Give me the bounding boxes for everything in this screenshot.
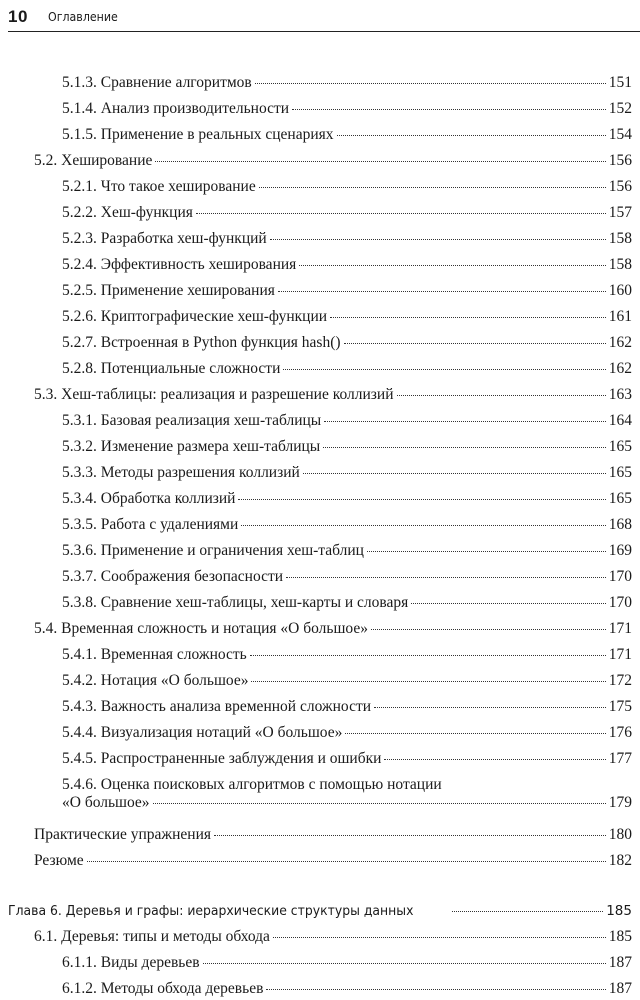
toc-entry-page: 165 [608, 464, 632, 481]
toc-entry-page: 171 [608, 620, 632, 637]
leader-dots [367, 551, 606, 552]
toc-entry[interactable] [62, 750, 632, 768]
leader-dots [411, 603, 605, 604]
toc-entry-title: 5.1.4. Анализ производительности [62, 100, 290, 117]
leader-dots [278, 291, 606, 292]
toc-entry[interactable] [62, 542, 632, 560]
toc-entry-page: 170 [608, 568, 632, 585]
toc-entry[interactable] [34, 928, 632, 946]
toc-entry-title: 5.2.7. Встроенная в Python функция hash() [62, 334, 341, 351]
toc-entry[interactable] [62, 516, 632, 534]
toc-entry[interactable] [62, 178, 632, 196]
leader-dots [273, 937, 606, 938]
toc-entry-page: 164 [608, 412, 632, 429]
toc-entry-page: 157 [608, 204, 632, 221]
toc-entry-title-line2: «О большое» [62, 794, 150, 811]
leader-dots [153, 803, 606, 804]
toc-entry[interactable] [62, 360, 632, 378]
toc-entry[interactable] [34, 826, 632, 844]
leader-dots [330, 317, 606, 318]
toc-entry[interactable] [62, 568, 632, 586]
toc-entry-title: 5.4.3. Важность анализа временной сложности [62, 698, 372, 715]
toc-entry-title: 5.2.6. Криптографические хеш-функции [62, 308, 328, 325]
toc-entry-page: 165 [608, 490, 632, 507]
toc-entry-page: 163 [608, 386, 632, 403]
toc-entry-page: 169 [608, 542, 632, 559]
leader-dots [155, 161, 605, 162]
running-head: Оглавление [47, 10, 118, 24]
toc-entry-page: 175 [608, 698, 632, 715]
leader-dots [323, 447, 606, 448]
toc-entry[interactable] [62, 308, 632, 326]
toc-entry[interactable] [34, 152, 632, 170]
toc-chapter-entry[interactable] [8, 902, 632, 920]
toc-entry-title: 5.3. Хеш-таблицы: реализация и разрешение коллизий [34, 386, 394, 403]
leader-dots [344, 343, 606, 344]
page-header [8, 6, 640, 28]
toc-entry-title: 5.2.5. Применение хеширования [62, 282, 275, 299]
leader-dots [397, 395, 606, 396]
toc-entry-page: 180 [608, 826, 632, 843]
toc-entry-page: 161 [608, 308, 632, 325]
toc-entry[interactable] [62, 464, 632, 482]
toc-entry-title: Практические упражнения [34, 826, 212, 843]
leader-dots [214, 835, 606, 836]
leader-dots [345, 733, 605, 734]
toc-entry-title: 6.1.2. Методы обхода деревьев [62, 980, 264, 997]
leader-dots [299, 265, 605, 266]
toc-entry-page: 170 [608, 594, 632, 611]
toc-entry-title: 5.2.2. Хеш-функция [62, 204, 193, 221]
toc-entry[interactable] [62, 256, 632, 274]
toc-entry[interactable] [62, 282, 632, 300]
leader-dots [324, 421, 606, 422]
toc-entry-title: 5.1.5. Применение в реальных сценариях [62, 126, 334, 143]
toc-entry[interactable] [62, 74, 632, 92]
toc-entry-page: 162 [608, 334, 632, 351]
leader-dots [250, 655, 606, 656]
toc-entry-title: 5.3.6. Применение и ограничения хеш-таблиц [62, 542, 364, 559]
toc-entry[interactable] [62, 100, 632, 118]
toc-entry-page: 152 [608, 100, 632, 117]
toc-entry-title: 5.3.2. Изменение размера хеш-таблицы [62, 438, 321, 455]
toc-entry-title: 5.3.7. Соображения безопасности [62, 568, 284, 585]
toc-entry[interactable] [34, 620, 632, 638]
toc-entry[interactable] [62, 980, 632, 998]
toc-chapter-title: Глава 6. Деревья и графы: иерархические структуры данных [8, 903, 414, 919]
toc-entry-title: 5.3.4. Обработка коллизий [62, 490, 236, 507]
leader-dots [241, 525, 605, 526]
leader-dots [292, 109, 606, 110]
toc-entry-title: 5.2.4. Эффективность хеширования [62, 256, 297, 273]
toc-entry-page: 182 [608, 852, 632, 869]
leader-dots [283, 369, 605, 370]
toc-entry-page: 177 [608, 750, 632, 767]
toc-entry[interactable] [62, 646, 632, 664]
toc-entry-title: 5.4.2. Нотация «О большое» [62, 672, 249, 689]
toc-entry-page: 187 [608, 954, 632, 971]
toc-entry-page: 156 [608, 178, 632, 195]
toc-entry-page: 176 [608, 724, 632, 741]
leader-dots [452, 911, 604, 912]
toc-entry-title: 6.1. Деревья: типы и методы обхода [34, 928, 270, 945]
leader-dots [238, 499, 605, 500]
leader-dots [203, 963, 606, 964]
toc-entry-page: 179 [608, 794, 632, 811]
toc-entry[interactable] [62, 204, 632, 222]
toc-entry-page: 171 [608, 646, 632, 663]
leader-dots [384, 759, 605, 760]
toc-entry[interactable] [62, 672, 632, 690]
toc-entry-title: 5.3.1. Базовая реализация хеш-таблицы [62, 412, 322, 429]
toc-entry[interactable] [62, 724, 632, 742]
toc-entry-page: 158 [608, 256, 632, 273]
leader-dots [374, 707, 606, 708]
toc-entry-page: 162 [608, 360, 632, 377]
leader-dots [286, 577, 606, 578]
toc-entry-page: 187 [608, 980, 632, 997]
toc-entry-page: 165 [608, 438, 632, 455]
toc-entry-title: 5.4.4. Визуализация нотаций «О большое» [62, 724, 343, 741]
toc-entry-title: Резюме [34, 852, 84, 869]
leader-dots [371, 629, 606, 630]
toc-entry-page: 168 [608, 516, 632, 533]
leader-dots [303, 473, 606, 474]
toc-entry-page: 172 [608, 672, 632, 689]
toc-entry[interactable] [62, 954, 632, 972]
toc-entry[interactable] [62, 230, 632, 248]
leader-dots [255, 83, 606, 84]
toc-entry[interactable] [62, 698, 632, 716]
toc-entry[interactable] [62, 776, 632, 812]
toc-entry[interactable] [34, 852, 632, 870]
page-number: 10 [8, 7, 28, 26]
toc-entry-title: 5.3.3. Методы разрешения коллизий [62, 464, 300, 481]
header-rule [8, 31, 640, 32]
toc-entry-title: 5.4. Временная сложность и нотация «О большое» [34, 620, 368, 637]
toc-entry[interactable] [62, 126, 632, 144]
toc-entry-title: 5.2.3. Разработка хеш-функций [62, 230, 267, 247]
toc-entry-title: 5.4.1. Временная сложность [62, 646, 247, 663]
toc-entry-title: 5.2.8. Потенциальные сложности [62, 360, 281, 377]
leader-dots [337, 135, 606, 136]
toc-entry-title: 5.1.3. Сравнение алгоритмов [62, 74, 252, 91]
toc-entry-page: 185 [608, 928, 632, 945]
toc-entry-title-line1: 5.4.6. Оценка поисковых алгоритмов с помощью нотации [62, 776, 442, 793]
toc-entry[interactable] [62, 490, 632, 508]
leader-dots [251, 681, 605, 682]
toc-entry-title: 5.2.1. Что такое хеширование [62, 178, 256, 195]
toc-entry-page: 151 [608, 74, 632, 91]
leader-dots [270, 239, 606, 240]
leader-dots [87, 861, 606, 862]
toc-entry-page: 158 [608, 230, 632, 247]
toc-entry-title: 5.2. Хеширование [34, 152, 153, 169]
toc-entry[interactable] [62, 438, 632, 456]
leader-dots [259, 187, 606, 188]
leader-dots [266, 989, 605, 990]
leader-dots [196, 213, 606, 214]
toc-entry[interactable] [34, 386, 632, 404]
toc-entry[interactable] [62, 334, 632, 352]
toc-entry-title: 6.1.1. Виды деревьев [62, 954, 200, 971]
toc-entry-page: 154 [608, 126, 632, 143]
toc-entry-page: 160 [608, 282, 632, 299]
toc-entry-title: 5.4.5. Распространенные заблуждения и ошибки [62, 750, 382, 767]
toc-entry[interactable] [62, 412, 632, 430]
toc-entry-page: 185 [606, 903, 632, 919]
toc-entry-title: 5.3.8. Сравнение хеш-таблицы, хеш-карты и словаря [62, 594, 409, 611]
toc-entry-page: 156 [608, 152, 632, 169]
toc-entry[interactable] [62, 594, 632, 612]
toc-entry-title: 5.3.5. Работа с удалениями [62, 516, 239, 533]
